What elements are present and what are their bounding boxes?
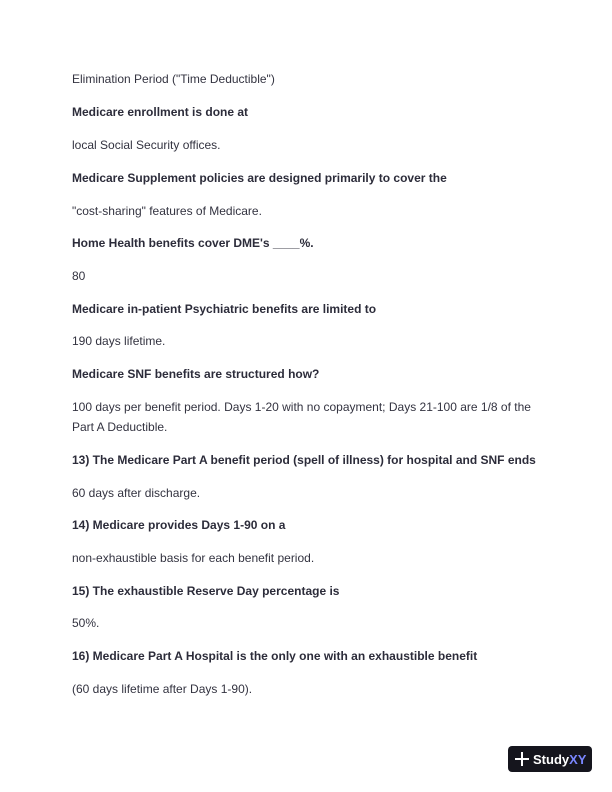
question-text: 14) Medicare provides Days 1-90 on a xyxy=(72,518,286,532)
question-text: 13) The Medicare Part A benefit period (spell of illness) for hospital and SNF ends xyxy=(72,453,536,467)
answer-text: 80 xyxy=(72,269,86,283)
question-text: Medicare SNF benefits are structured how? xyxy=(72,367,320,381)
plus-sparkle-icon xyxy=(515,752,529,766)
question-text: 16) Medicare Part A Hospital is the only one with an exhaustible benefit xyxy=(72,649,478,663)
studyxy-badge[interactable] xyxy=(508,746,592,772)
question-text: Medicare Supplement policies are designed primarily to cover the xyxy=(72,171,447,185)
answer-text: local Social Security offices. xyxy=(72,138,221,152)
brand-main: Study xyxy=(533,751,570,767)
answer-text: 50%. xyxy=(72,616,100,630)
question-text: 15) The exhaustible Reserve Day percentage is xyxy=(72,584,340,598)
answer-text: (60 days lifetime after Days 1-90). xyxy=(72,682,253,696)
answer-text: "cost-sharing" features of Medicare. xyxy=(72,204,262,218)
answer-text: 190 days lifetime. xyxy=(72,334,166,348)
question-text: Medicare enrollment is done at xyxy=(72,105,249,119)
answer-text: non-exhaustible basis for each benefit period. xyxy=(72,551,315,565)
question-text: Medicare in-patient Psychiatric benefits are limited to xyxy=(72,302,377,316)
question-text: Home Health benefits cover DME's ____%. xyxy=(72,236,314,250)
brand-name xyxy=(533,752,586,767)
answer-text: Elimination Period ("Time Deductible") xyxy=(72,72,275,86)
answer-text: 100 days per benefit period. Days 1-20 with no copayment; Days 21-100 are 1/8 of the Part A Deductible. xyxy=(72,400,531,434)
answer-text: 60 days after discharge. xyxy=(72,486,201,500)
brand-accent: XY xyxy=(569,751,587,767)
